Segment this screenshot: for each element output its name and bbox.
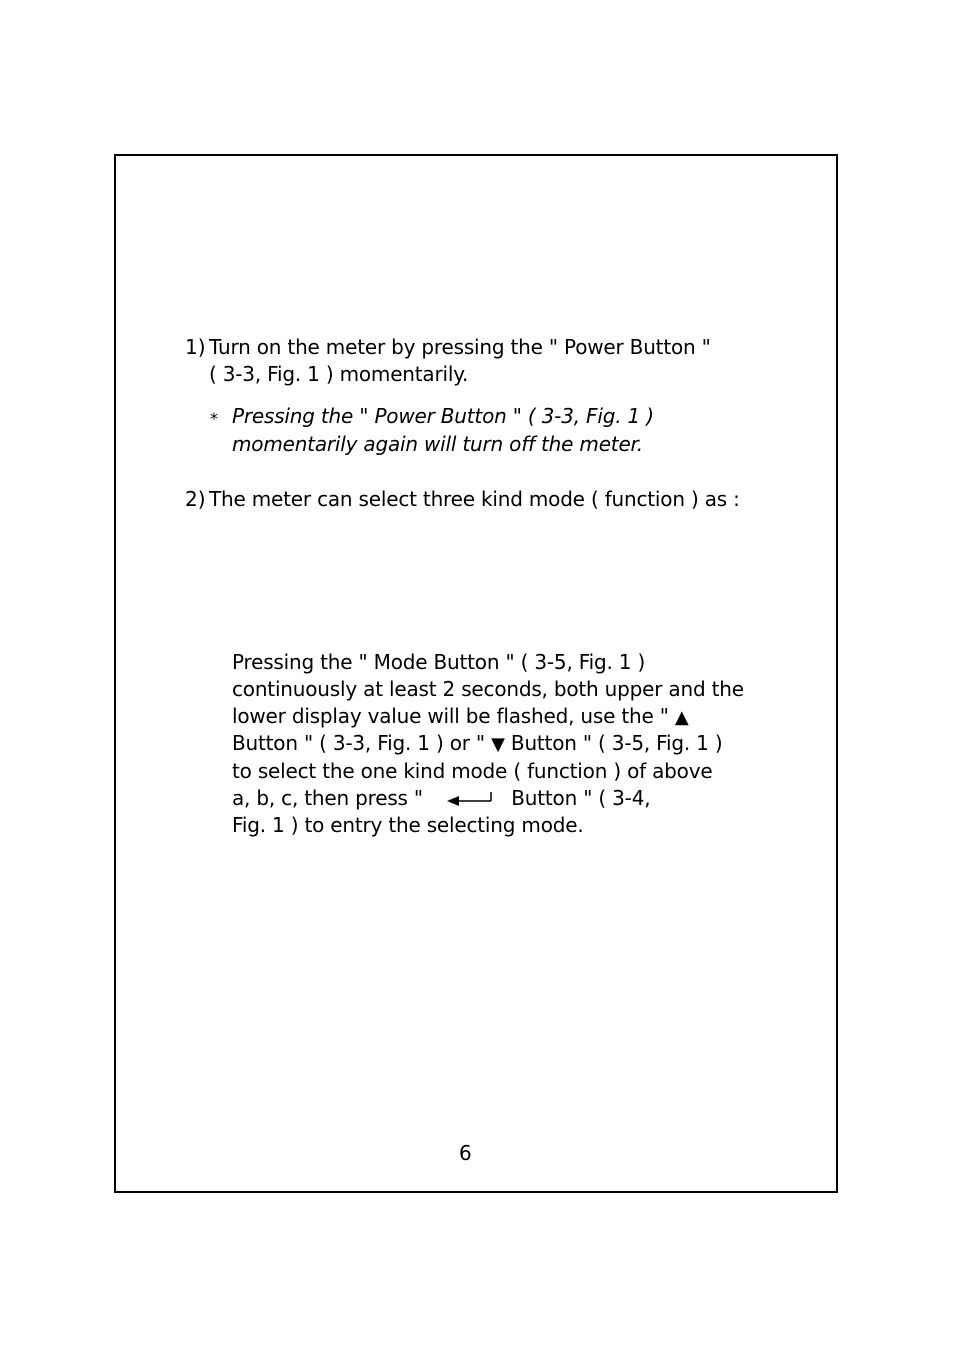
enter-arrow-icon (447, 791, 495, 807)
mode-line-4-a: Button " ( 3-3, Fig. 1 ) or " (232, 731, 485, 755)
mode-line-6-b: Button " ( 3-4, (511, 786, 651, 810)
mode-line-6 (232, 785, 650, 812)
note-asterisk: * (210, 409, 218, 428)
down-triangle-icon: ▼ (491, 734, 505, 755)
mode-line-1: Pressing the " Mode Button " ( 3-5, Fig. 1 ) (232, 650, 646, 674)
step-2-number: 2) (185, 487, 206, 511)
mode-line-3 (232, 703, 689, 731)
step-1-line-1: Turn on the meter by pressing the " Power Button " (209, 335, 711, 359)
mode-line-4 (232, 730, 722, 758)
note-line-1: Pressing the " Power Button " ( 3-3, Fig. 1 ) (232, 404, 654, 428)
step-2-line-1: The meter can select three kind mode ( function ) as : (209, 487, 740, 511)
mode-line-3-text: lower display value will be flashed, use the " (232, 704, 669, 728)
mode-line-7: Fig. 1 ) to entry the selecting mode. (232, 813, 584, 837)
step-1-line-2: ( 3-3, Fig. 1 ) momentarily. (209, 362, 469, 386)
mode-line-4-b: Button " ( 3-5, Fig. 1 ) (510, 731, 723, 755)
page-number: 6 (459, 1141, 472, 1165)
mode-line-6-a: a, b, c, then press " (232, 786, 423, 810)
mode-line-5: to select the one kind mode ( function ) of above (232, 759, 713, 783)
step-1-number: 1) (185, 335, 206, 359)
note-line-2: momentarily again will turn off the meter. (232, 432, 643, 456)
up-triangle-icon: ▲ (674, 707, 689, 728)
mode-line-2: continuously at least 2 seconds, both upper and the (232, 677, 744, 701)
